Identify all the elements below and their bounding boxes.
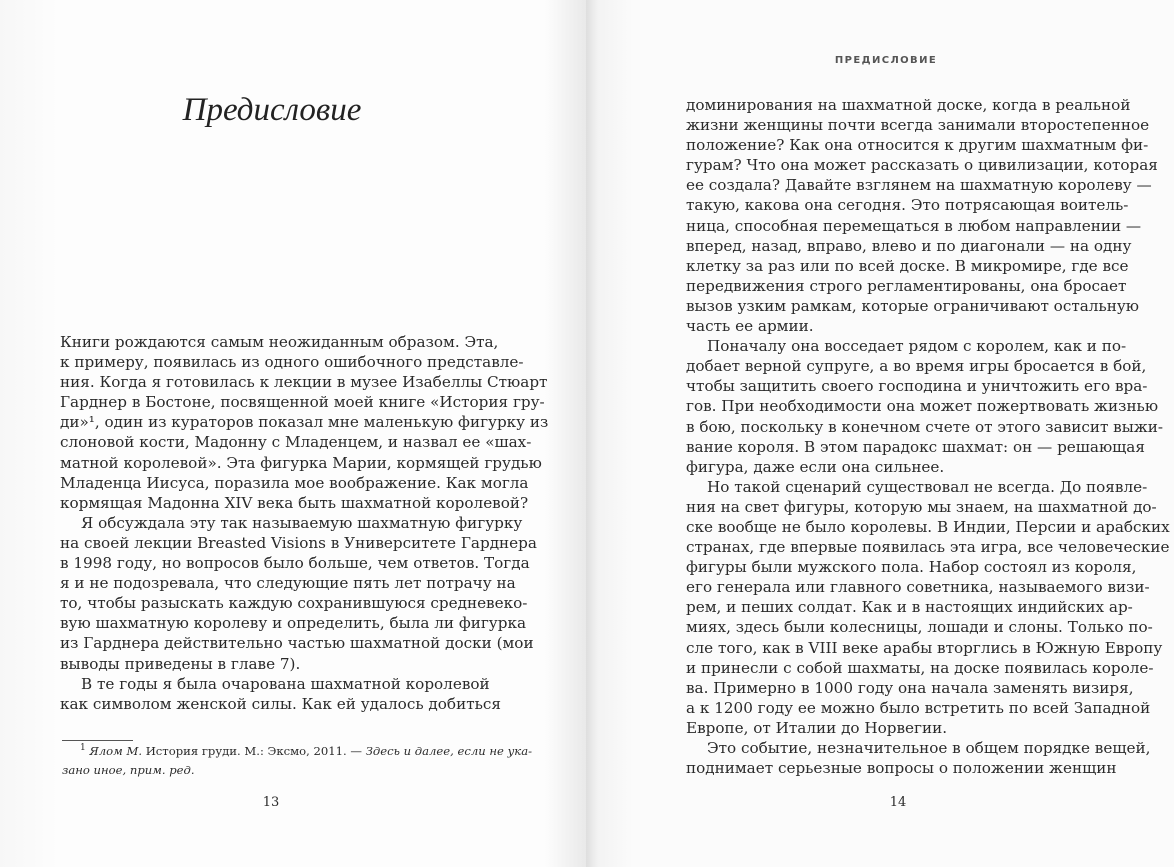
text-line: жизни женщины почти всегда занимали второстепенное — [686, 116, 1150, 135]
text-line: Гарднер в Бостоне, посвященной моей книге «История гру- — [60, 393, 545, 412]
text-line: вую шахматную королеву и определить, была ли фигурка — [60, 614, 526, 633]
page-number: 13 — [262, 795, 280, 810]
text-line: а к 1200 году ее можно было встретить по всей Западной — [686, 698, 1151, 717]
paragraph — [60, 513, 537, 674]
text-line: миях, здесь были колесницы, лошади и слоны. Только по- — [686, 618, 1153, 637]
text-line: Поначалу она восседает рядом с королем, как и по- — [707, 337, 1127, 356]
text-line: в 1998 году, но вопросов было больше, чем ответов. Тогда — [60, 554, 530, 573]
text-line: ске вообще не было королевы. В Индии, Персии и арабских — [686, 517, 1170, 536]
text-line: Но такой сценарий существовал не всегда. До появле- — [707, 477, 1148, 496]
text-line: рем, и пеших солдат. Как и в настоящих индийских ар- — [686, 598, 1133, 617]
text-line: то, чтобы разыскать каждую сохранившуюся средневеко- — [60, 594, 528, 613]
text-line: ния на свет фигуры, которую мы знаем, на шахматной до- — [686, 497, 1157, 516]
text-line: слоновой кости, Мадонну с Младенцем, и назвал ее «шах- — [60, 433, 532, 452]
text-line: странах, где впервые появилась эта игра, все человеческие — [686, 538, 1170, 557]
text-line: клетку за раз или по всей доске. В микромире, где все — [686, 256, 1129, 275]
footnote-note: Здесь и далее, если не ука- — [365, 744, 533, 758]
text-line: ва. Примерно в 1000 году она начала заменять визиря, — [686, 678, 1134, 697]
paragraph — [686, 336, 1164, 477]
text-line: доминирования на шахматной доске, когда в реальной — [686, 96, 1131, 114]
text-line: гов. При необходимости она может пожертвовать жизнью — [686, 397, 1159, 416]
text-line: ница, способная перемещаться в любом направлении — — [686, 216, 1142, 235]
text-line: вперед, назад, вправо, влево и по диагонали — на одну — [686, 236, 1132, 255]
text-line: вызов узким рамкам, которые ограничивают остальную — [686, 296, 1139, 315]
paragraph — [686, 95, 1158, 336]
paragraph — [686, 738, 1151, 778]
right-page-body — [686, 95, 1170, 778]
text-line: матной королевой». Эта фигурка Марии, кормящей грудью — [60, 453, 542, 472]
text-line: вание короля. В этом парадокс шахмат: он — решающая — [686, 437, 1145, 456]
text-line: Европе, от Италии до Норвегии. — [686, 718, 948, 737]
paragraph — [60, 674, 501, 714]
text-line: на своей лекции Breasted Visions в Университете Гарднера — [60, 533, 537, 552]
footnote-mark: 1 — [80, 743, 86, 754]
left-page — [0, 0, 586, 867]
text-line: в бою, поскольку в конечном счете от этого зависит выжи- — [686, 417, 1164, 436]
text-line: Я обсуждала эту так называемую шахматную фигурку — [81, 513, 523, 532]
footnote-citation: История груди. М.: Эксмо, 2011. — — [142, 744, 366, 758]
text-line: сле того, как в VIII веке арабы вторглись в Южную Европу — [686, 638, 1163, 657]
text-line: как символом женской силы. Как ей удалось добиться — [60, 694, 501, 713]
footnote — [62, 742, 533, 780]
text-line: передвижения строго регламентированы, она бросает — [686, 276, 1127, 295]
text-line: Это событие, незначительное в общем порядке вещей, — [707, 739, 1151, 757]
text-line: часть ее армии. — [686, 317, 814, 336]
left-page-body — [60, 332, 549, 714]
text-line: В те годы я была очарована шахматной королевой — [81, 674, 490, 693]
text-line: и принесли с собой шахматы, на доске появилась короле- — [686, 658, 1154, 677]
paragraph — [60, 332, 549, 513]
text-line: положение? Как она относится к другим шахматным фи- — [686, 136, 1149, 155]
text-line: Младенца Иисуса, поразила мое воображение. Как могла — [60, 473, 529, 492]
footnote-author: Ялом М. — [89, 744, 143, 758]
text-line: Книги рождаются самым неожиданным образом. Эта, — [60, 333, 499, 351]
text-line: его генерала или главного советника, называемого визи- — [686, 578, 1150, 597]
text-line: ее создала? Давайте взглянем на шахматную королеву — — [686, 176, 1152, 195]
page-number: 14 — [889, 795, 907, 810]
text-line: такую, какова она сегодня. Это потрясающая воитель- — [686, 196, 1129, 215]
text-line: ди»¹, один из кураторов показал мне маленькую фигурку из — [60, 413, 549, 432]
text-line: ния. Когда я готовилась к лекции в музее Изабеллы Стюарт — [60, 373, 548, 392]
text-line: поднимает серьезные вопросы о положении женщин — [686, 759, 1117, 778]
text-line: из Гарднера действительно частью шахматной доски (мои — [60, 634, 534, 653]
text-line: гурам? Что она может рассказать о цивилизации, которая — [686, 156, 1158, 175]
text-line: к примеру, появилась из одного ошибочного представле- — [60, 353, 524, 372]
text-line: кормящая Мадонна XIV века быть шахматной королевой? — [60, 493, 529, 512]
chapter-title: Предисловие — [182, 92, 362, 128]
text-line: фигура, даже если она сильнее. — [686, 457, 945, 476]
running-head: ПРЕДИСЛОВИЕ — [834, 55, 938, 66]
right-page — [586, 0, 1174, 867]
text-line: чтобы защитить своего господина и уничтожить его вра- — [686, 377, 1148, 396]
text-line: фигуры были мужского пола. Набор состоял из короля, — [686, 558, 1137, 577]
paragraph — [686, 477, 1170, 738]
footnote-divider — [62, 740, 133, 741]
text-line: добает верной супруге, а во время игры бросается в бой, — [686, 357, 1147, 376]
text-line: я и не подозревала, что следующие пять лет потрачу на — [60, 574, 516, 593]
footnote-note-line2: зано иное, прим. ред. — [62, 763, 195, 777]
text-line: выводы приведены в главе 7). — [60, 654, 301, 673]
